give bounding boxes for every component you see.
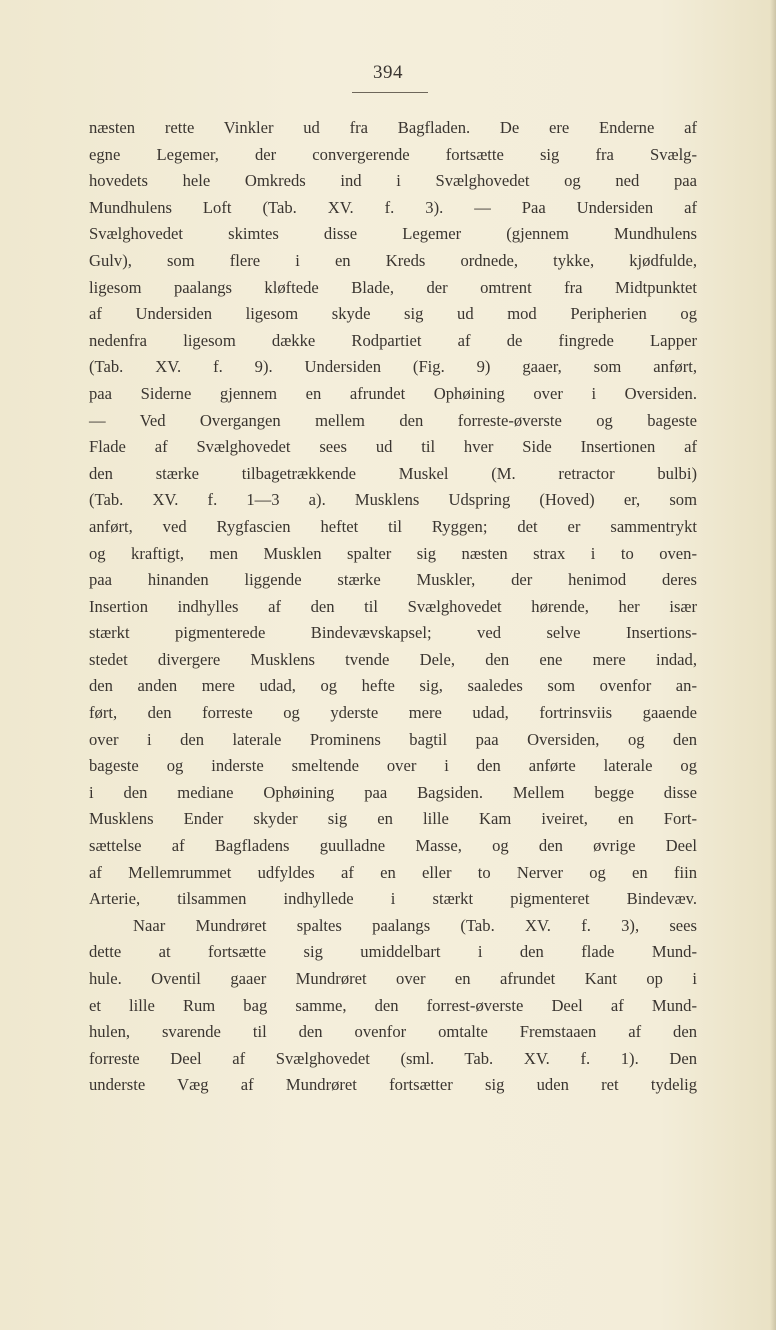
text-line: Arterie, tilsammen indhyllede i stærkt pigmenteret Bindevæv.	[89, 889, 697, 909]
text-line: Musklens Ender skyder sig en lille Kam iveiret, en Fort-	[89, 809, 697, 829]
text-line: hule. Oventil gaaer Mundrøret over en afrundet Kant op i	[89, 969, 697, 988]
text-line: anført, ved Rygfascien heftet til Ryggen; det er sammentrykt	[89, 516, 697, 536]
text-line: dette at fortsætte sig umiddelbart i den flade Mund-	[89, 942, 697, 962]
text-line: underste Væg af Mundrøret fortsætter sig uden ret tydelig	[89, 1075, 697, 1095]
text-line: Flade af Svælghovedet sees ud til hver Side Insertionen af	[89, 437, 697, 457]
page-number-rule	[352, 92, 428, 93]
text-line: Svælghovedet skimtes disse Legemer (gjennem Mundhulens	[89, 224, 697, 244]
text-line: nedenfra ligesom dække Rodpartiet af de fingrede Lapper	[89, 330, 697, 350]
text-line: Gulv), som flere i en Kreds ordnede, tykke, kjødfulde,	[89, 250, 697, 270]
text-line: den anden mere udad, og hefte sig, saaledes som ovenfor an-	[89, 676, 697, 696]
text-line: paa Siderne gjennem en afrundet Ophøining over i Oversiden.	[89, 383, 697, 403]
text-line: (Tab. XV. f. 9). Undersiden (Fig. 9) gaaer, som anført,	[89, 357, 697, 377]
text-line: sættelse af Bagfladens guulladne Masse, og den øvrige Deel	[89, 836, 697, 856]
text-line: stærkt pigmenterede Bindevævskapsel; ved selve Insertions-	[89, 623, 697, 643]
page-edge-shadow	[770, 0, 776, 1330]
text-line: (Tab. XV. f. 1—3 a). Musklens Udspring (Hoved) er, som	[89, 490, 697, 510]
text-line: Insertion indhylles af den til Svælghovedet hørende, her især	[89, 596, 697, 616]
text-line: Naar Mundrøret spaltes paalangs (Tab. XV. f. 3), sees	[133, 915, 697, 935]
text-line: af Mellemrummet udfyldes af en eller to Nerver og en fiin	[89, 862, 697, 882]
text-line: ført, den forreste og yderste mere udad, fortrinsviis gaaende	[89, 703, 697, 723]
text-line: den stærke tilbagetrækkende Muskel (M. retractor bulbi)	[89, 463, 697, 483]
text-line: egne Legemer, der convergerende fortsætte sig fra Svælg-	[89, 144, 697, 164]
text-line: og kraftigt, men Musklen spalter sig næsten strax i to oven-	[89, 543, 697, 563]
text-line: paa hinanden liggende stærke Muskler, der henimod deres	[89, 570, 697, 590]
page-number: 394	[373, 62, 403, 83]
text-line: forreste Deel af Svælghovedet (sml. Tab. XV. f. 1). Den	[89, 1048, 697, 1068]
text-line: af Undersiden ligesom skyde sig ud mod Peripherien og	[89, 304, 697, 324]
text-line: ligesom paalangs kløftede Blade, der omtrent fra Midtpunktet	[89, 277, 697, 297]
text-line: stedet divergere Musklens tvende Dele, den ene mere indad,	[89, 649, 697, 669]
text-line: hulen, svarende til den ovenfor omtalte Fremstaaen af den	[89, 1022, 697, 1042]
text-line: hovedets hele Omkreds ind i Svælghovedet og ned paa	[89, 171, 697, 191]
text-line: over i den laterale Prominens bagtil paa Oversiden, og den	[89, 729, 697, 749]
body-text	[89, 115, 697, 1099]
text-line: et lille Rum bag samme, den forrest-øverste Deel af Mund-	[89, 995, 697, 1015]
text-line: — Ved Overgangen mellem den forreste-øverste og bageste	[89, 410, 697, 430]
text-line: næsten rette Vinkler ud fra Bagfladen. De ere Enderne af	[89, 118, 697, 137]
text-line: bageste og inderste smeltende over i den anførte laterale og	[89, 756, 697, 776]
text-line: i den mediane Ophøining paa Bagsiden. Mellem begge disse	[89, 782, 697, 802]
text-line: Mundhulens Loft (Tab. XV. f. 3). — Paa Undersiden af	[89, 197, 697, 217]
